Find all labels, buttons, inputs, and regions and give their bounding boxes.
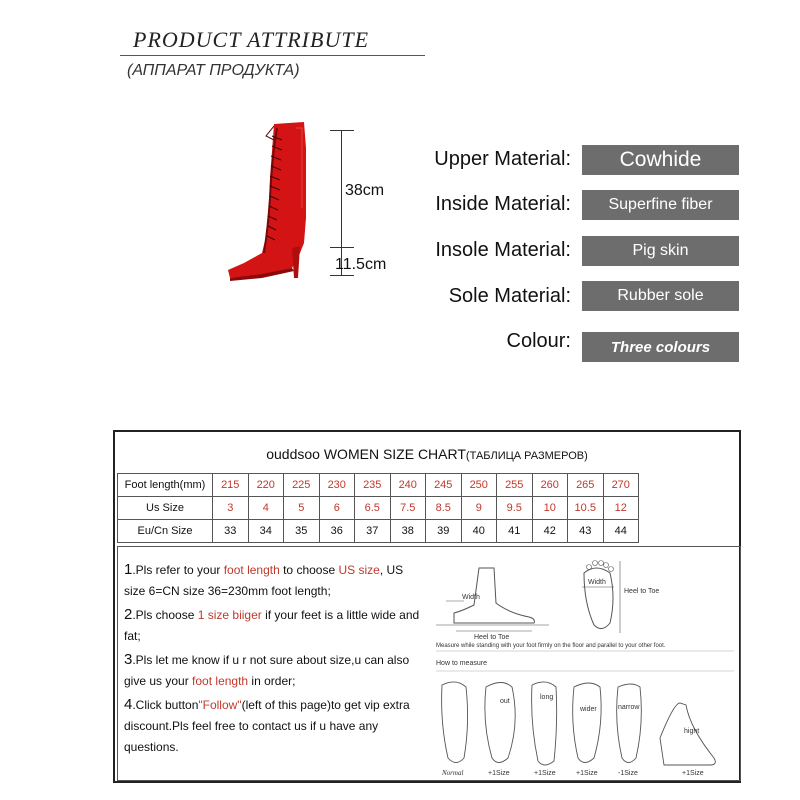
label-wider: wider (580, 706, 597, 713)
table-row (118, 497, 639, 520)
table-cell: 12 (603, 497, 639, 520)
table-row (118, 520, 639, 543)
dimension-tick-top (330, 130, 354, 131)
table-cell: 43 (568, 520, 604, 543)
table-cell: 260 (532, 474, 568, 497)
instruction-text: in order; (248, 674, 296, 688)
instruction-number: 3 (124, 651, 133, 668)
highlight-text: 1 size biiger (197, 608, 262, 622)
colour-label: Colour: (506, 330, 571, 352)
label-narrow: narrow (618, 704, 640, 711)
instruction-1 (124, 559, 420, 602)
colour-value: Three colours (582, 332, 739, 362)
inside-material-label: Inside Material: (435, 193, 571, 215)
table-cell: 42 (532, 520, 568, 543)
size-chart-title-en: ouddsoo WOMEN SIZE CHART (266, 446, 466, 462)
table-cell: 44 (603, 520, 639, 543)
footprint-icons (442, 682, 716, 765)
table-cell: 5 (284, 497, 320, 520)
table-cell: 40 (461, 520, 497, 543)
heel-to-toe-label-2: Heel to Toe (624, 588, 660, 595)
instruction-number: 2 (124, 606, 133, 623)
table-cell: 10 (532, 497, 568, 520)
instruction-text: to choose (279, 563, 339, 577)
page-title: PRODUCT ATTRIBUTE (133, 27, 370, 52)
instruction-text: .Pls let me know if u r not sure about size,u can also give us your (124, 653, 410, 688)
instruction-4 (124, 694, 420, 758)
shaft-height-label: 38cm (345, 182, 385, 199)
instruction-text: .Pls choose (132, 608, 198, 622)
insole-material-label: Insole Material: (435, 239, 571, 261)
instruction-text: , US size 6=CN size 36=230mm foot length; (124, 563, 404, 598)
caption-plus-1: +1Size (576, 770, 598, 777)
title-divider (120, 55, 425, 56)
heel-height-label: 11.5cm (335, 256, 387, 273)
dimension-line-shaft (341, 130, 342, 247)
instruction-number: 4 (124, 696, 133, 713)
page-subtitle: (АППАРАТ ПРОДУКТА) (127, 62, 300, 79)
table-cell: 10.5 (568, 497, 604, 520)
instruction-text: (left of this page)to get vip extra discount.Pls feel free to contact us if u have any questions. (124, 698, 410, 754)
width-label-2: Width (588, 579, 606, 586)
instruction-2 (124, 604, 420, 647)
table-cell: 9.5 (497, 497, 533, 520)
table-cell: 8.5 (426, 497, 462, 520)
caption-minus-1: -1Size (618, 770, 638, 777)
instruction-text: .Pls refer to your (132, 563, 224, 577)
size-chart-title-ru: (ТАБЛИЦА РАЗМЕРОВ) (465, 450, 588, 462)
table-cell: 230 (319, 474, 355, 497)
inside-material-value: Superfine fiber (582, 190, 739, 220)
foot-top-icon (584, 568, 613, 629)
dimension-tick-mid (330, 247, 354, 248)
caption-plus-1: +1Size (534, 770, 556, 777)
upper-material-value: Cowhide (582, 145, 739, 175)
highlight-text: foot length (223, 563, 280, 577)
caption-plus-1: +1Size (682, 770, 704, 777)
table-cell: 36 (319, 520, 355, 543)
foot-measure-diagram (434, 553, 736, 778)
heel-to-toe-label: Heel to Toe (474, 634, 510, 641)
table-cell: 250 (461, 474, 497, 497)
table-cell: 220 (248, 474, 284, 497)
width-label: Width (462, 594, 480, 601)
how-to-measure-label: How to measure (436, 660, 487, 667)
table-cell: 255 (497, 474, 533, 497)
label-long: long (540, 694, 554, 701)
table-cell: 270 (603, 474, 639, 497)
row-header-eu-cn-size: Eu/Cn Size (118, 520, 213, 543)
instructions-panel (117, 546, 741, 781)
highlight-text: "Follow" (198, 698, 242, 712)
table-cell: 215 (213, 474, 249, 497)
caption-normal: Normal (442, 769, 464, 777)
table-cell: 265 (568, 474, 604, 497)
label-out: out (500, 698, 510, 705)
instruction-text: if your feet is a little wide and fat; (124, 608, 420, 643)
table-cell: 235 (355, 474, 391, 497)
table-cell: 245 (426, 474, 462, 497)
highlight-text: US size (338, 563, 380, 577)
size-table (117, 473, 639, 543)
instruction-number: 1 (124, 561, 133, 578)
boot-image (222, 118, 322, 283)
table-cell: 6 (319, 497, 355, 520)
table-cell: 3 (213, 497, 249, 520)
upper-material-label: Upper Material: (434, 148, 571, 170)
table-cell: 37 (355, 520, 391, 543)
row-header-foot-length: Foot length(mm) (118, 474, 213, 497)
measure-note: Measure while standing with your foot firmly on the floor and parallel to your other foot. (436, 643, 666, 649)
table-cell: 9 (461, 497, 497, 520)
instruction-3 (124, 649, 420, 692)
insole-material-value: Pig skin (582, 236, 739, 266)
highlight-text: foot length (192, 674, 249, 688)
table-cell: 6.5 (355, 497, 391, 520)
size-chart-title (115, 446, 739, 462)
sole-material-value: Rubber sole (582, 281, 739, 311)
caption-plus-1: +1Size (488, 770, 510, 777)
table-cell: 225 (284, 474, 320, 497)
size-chart (113, 430, 741, 783)
table-cell: 41 (497, 520, 533, 543)
table-cell: 34 (248, 520, 284, 543)
label-hight: hight (684, 728, 700, 735)
table-cell: 39 (426, 520, 462, 543)
instruction-text: .Click button (132, 698, 199, 712)
dimension-tick-bottom (330, 275, 354, 276)
table-row (118, 474, 639, 497)
row-header-us-size: Us Size (118, 497, 213, 520)
table-cell: 38 (390, 520, 426, 543)
table-cell: 35 (284, 520, 320, 543)
table-cell: 240 (390, 474, 426, 497)
sole-material-label: Sole Material: (448, 285, 571, 307)
table-cell: 4 (248, 497, 284, 520)
table-cell: 7.5 (390, 497, 426, 520)
table-cell: 33 (213, 520, 249, 543)
